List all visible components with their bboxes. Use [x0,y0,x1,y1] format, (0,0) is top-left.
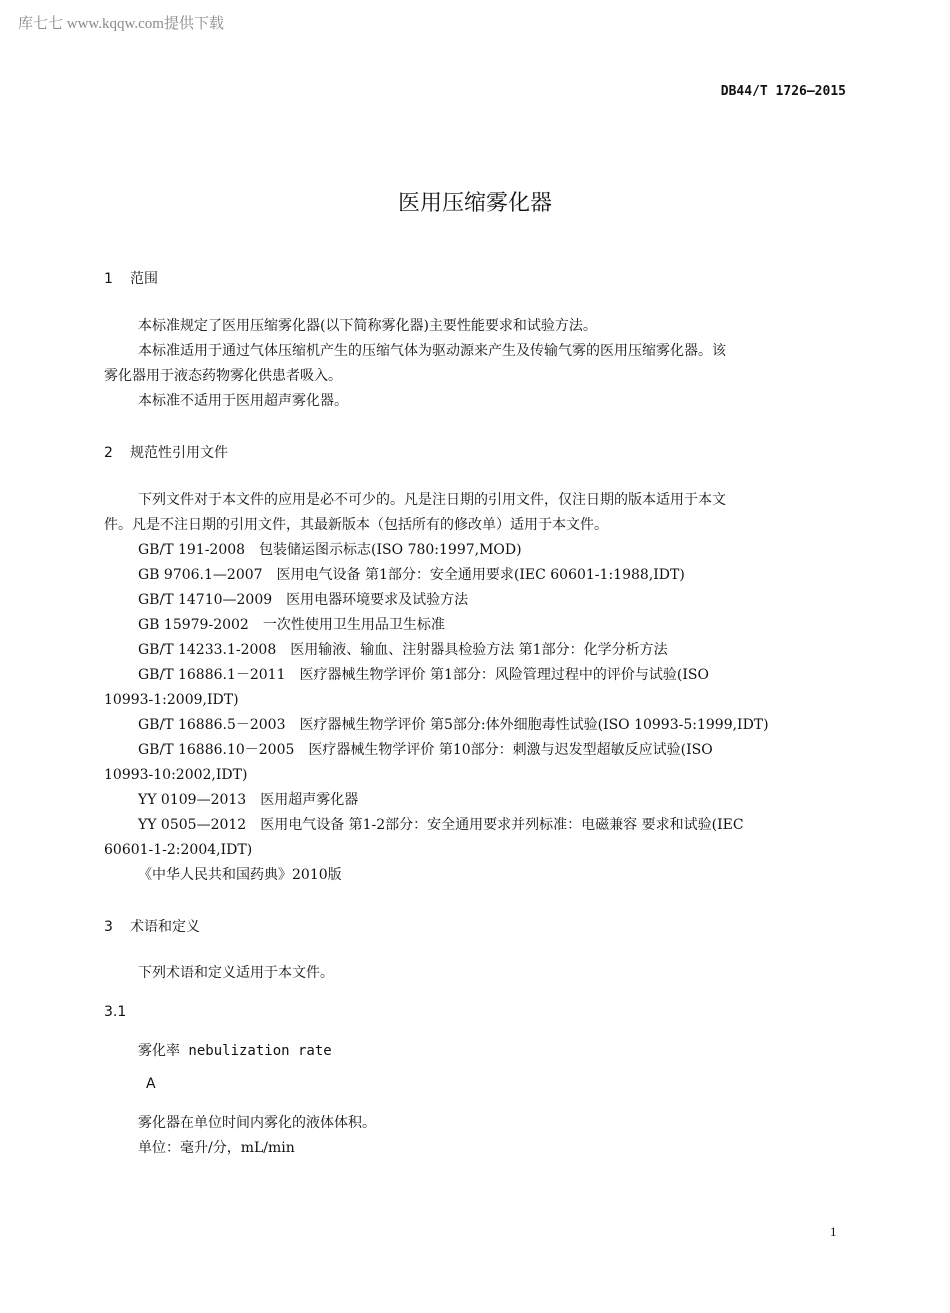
reference-item: GB/T 191-2008 包装储运图示标志(ISO 780:1997,MOD) [138,542,522,558]
reference-item: GB/T 14233.1-2008 医用输液、输血、注射器具检验方法 第1部分：化学分析方法 [138,642,668,658]
section-number: 1 [104,271,113,287]
page-number: 1 [830,1224,837,1239]
section-title: 术语和定义 [130,919,200,935]
reference-item: GB/T 14710—2009 医用电器环境要求及试验方法 [138,592,469,608]
section-number: 2 [104,445,113,461]
reference-item-continuation: 10993-10:2002,IDT) [104,767,248,783]
reference-item: GB/T 16886.10－2005 医疗器械生物学评价 第10部分：刺激与迟发型超敏反应试验(ISO [138,742,713,758]
subsection-number: 3.1 [104,1004,127,1020]
reference-item: GB/T 16886.5－2003 医疗器械生物学评价 第5部分:体外细胞毒性试验(ISO 10993-5:1999,IDT) [138,717,769,733]
reference-item: GB/T 16886.1－2011 医疗器械生物学评价 第1部分：风险管理过程中的评价与试验(ISO [138,667,709,683]
section-2-heading [104,442,228,462]
reference-item: GB 15979-2002 一次性使用卫生用品卫生标准 [138,617,445,633]
paragraph: 本标准适用于通过气体压缩机产生的压缩气体为驱动源来产生及传输气雾的医用压缩雾化器。该 [138,343,726,359]
definition-text: 雾化器在单位时间内雾化的液体体积。 [138,1115,376,1131]
term-symbol: A [146,1076,156,1092]
watermark-text: 库七七 www.kqqw.com提供下载 [18,16,224,32]
unit-text: 单位：毫升/分，mL/min [138,1140,295,1156]
reference-item: 《中华人民共和国药典》2010版 [138,867,342,883]
reference-item-continuation: 60601-1-2:2004,IDT) [104,842,253,858]
reference-item: YY 0109—2013 医用超声雾化器 [138,792,359,808]
document-code: DB44/T 1726—2015 [720,84,846,99]
section-number: 3 [104,919,113,935]
section-title: 范围 [130,271,158,287]
paragraph: 下列术语和定义适用于本文件。 [138,965,334,981]
reference-item: GB 9706.1—2007 医用电气设备 第1部分：安全通用要求(IEC 60601-1:1988,IDT) [138,567,685,583]
paragraph: 本标准规定了医用压缩雾化器(以下简称雾化器)主要性能要求和试验方法。 [138,318,597,334]
paragraph: 下列文件对于本文件的应用是必不可少的。凡是注日期的引用文件，仅注日期的版本适用于本文 [138,492,726,508]
section-3-heading [104,916,200,936]
section-title: 规范性引用文件 [130,445,228,461]
term-heading: 雾化率 nebulization rate [138,1043,332,1059]
paragraph-continuation: 雾化器用于液态药物雾化供患者吸入。 [104,368,342,384]
reference-item-continuation: 10993-1:2009,IDT) [104,692,239,708]
section-1-heading [104,268,158,288]
paragraph: 本标准不适用于医用超声雾化器。 [138,393,348,409]
page-title: 医用压缩雾化器 [397,191,552,216]
reference-item: YY 0505—2012 医用电气设备 第1-2部分：安全通用要求并列标准：电磁兼容 要求和试验(IEC [138,817,744,833]
paragraph-continuation: 件。凡是不注日期的引用文件，其最新版本（包括所有的修改单）适用于本文件。 [104,517,608,533]
